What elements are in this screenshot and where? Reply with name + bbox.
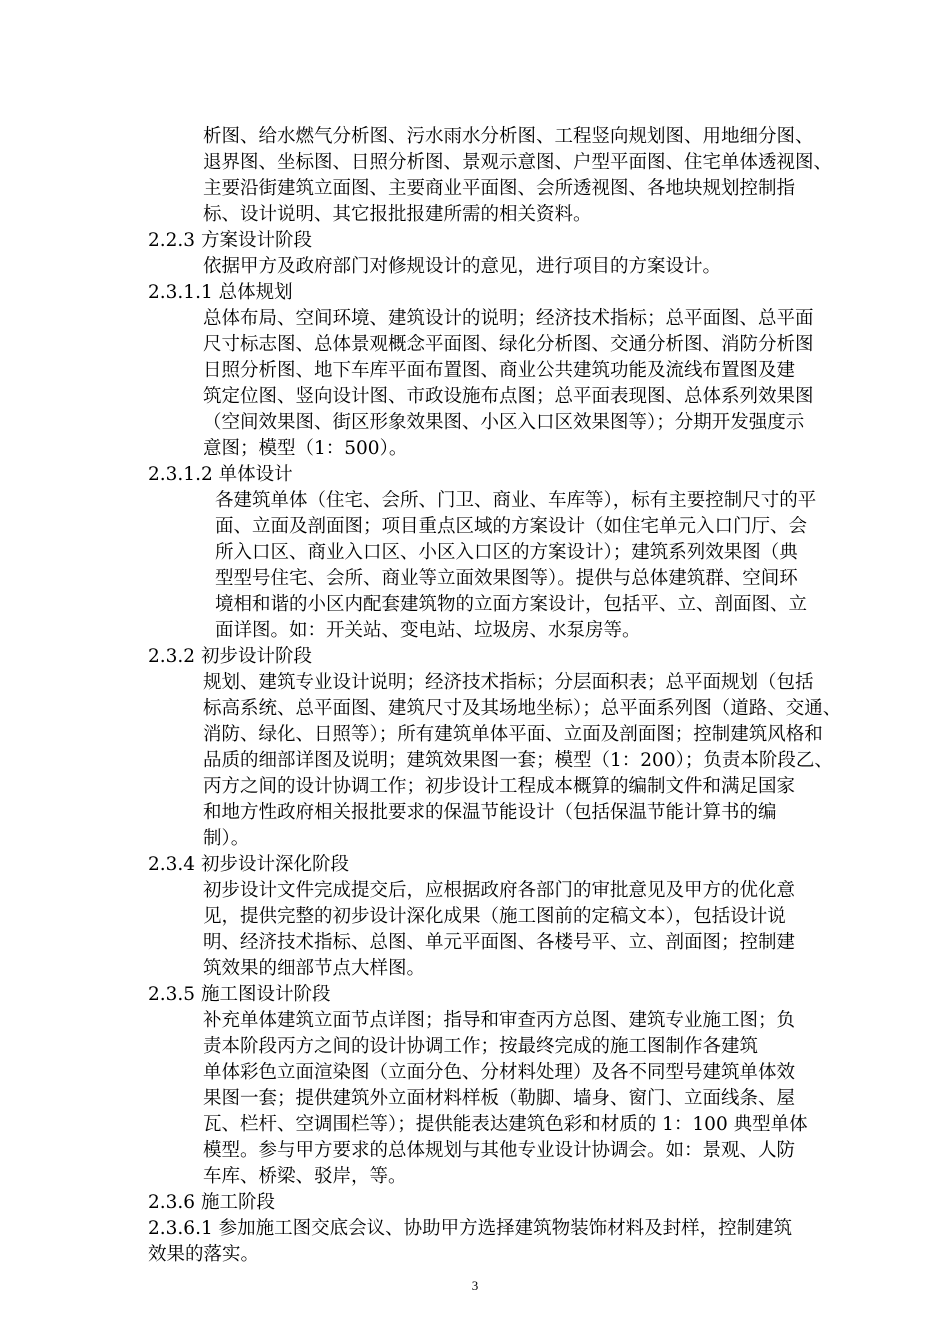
text-line: 模型。参与甲方要求的总体规划与其他专业设计协调会。如：景观、人防 bbox=[203, 1140, 796, 1161]
section-heading: 2.3.1.2 单体设计 bbox=[148, 464, 293, 485]
text-line: 单体彩色立面渲染图（立面分色、分材料处理）及各不同型号建筑单体效 bbox=[203, 1062, 796, 1083]
text-line: （空间效果图、街区形象效果图、小区入口区效果图等）；分期开发强度示 bbox=[203, 412, 805, 433]
text-line: 果图一套；提供建筑外立面材料样板（勒脚、墙身、窗门、立面线条、屋 bbox=[203, 1088, 796, 1109]
text-line: 明、经济技术指标、总图、单元平面图、各楼号平、立、剖面图；控制建 bbox=[203, 932, 796, 953]
text-line: 型型号住宅、会所、商业等立面效果图等）。提供与总体建筑群、空间环 bbox=[215, 568, 798, 589]
text-line: 责本阶段丙方之间的设计协调工作；按最终完成的施工图制作各建筑 bbox=[203, 1036, 759, 1057]
text-line: 尺寸标志图、总体景观概念平面图、绿化分析图、交通分析图、消防分析图 bbox=[203, 334, 814, 355]
text-line: 意图；模型（1：500）。 bbox=[203, 438, 408, 459]
text-line: 效果的落实。 bbox=[148, 1244, 260, 1265]
text-line: 规划、建筑专业设计说明；经济技术指标；分层面积表；总平面规划（包括 bbox=[203, 672, 814, 693]
text-line: 和地方性政府相关报批要求的保温节能设计（包括保温节能计算书的编 bbox=[203, 802, 777, 823]
text-line: 补充单体建筑立面节点详图；指导和审查丙方总图、建筑专业施工图；负 bbox=[203, 1010, 796, 1031]
section-heading: 2.3.2 初步设计阶段 bbox=[148, 646, 312, 667]
text-line: 消防、绿化、日照等）；所有建筑单体平面、立面及剖面图；控制建筑风格和 bbox=[203, 724, 823, 745]
text-line: 退界图、坐标图、日照分析图、景观示意图、户型平面图、住宅单体透视图、 bbox=[203, 152, 833, 173]
text-line: 标高系统、总平面图、建筑尺寸及其场地坐标）；总平面系列图（道路、交通、 bbox=[203, 698, 842, 719]
text-line: 日照分析图、地下车库平面布置图、商业公共建筑功能及流线布置图及建 bbox=[203, 360, 796, 381]
text-line: 各建筑单体（住宅、会所、门卫、商业、车库等），标有主要控制尺寸的平 bbox=[215, 490, 817, 511]
text-line: 丙方之间的设计协调工作；初步设计工程成本概算的编制文件和满足国家 bbox=[203, 776, 796, 797]
text-line: 瓦、栏杆、空调围栏等）；提供能表达建筑色彩和材质的 1：100 典型单体 bbox=[203, 1114, 808, 1135]
text-line: 车库、桥梁、驳岸，等。 bbox=[203, 1166, 407, 1187]
text-line: 初步设计文件完成提交后，应根据政府各部门的审批意见及甲方的优化意 bbox=[203, 880, 796, 901]
text-line: 制）。 bbox=[203, 828, 250, 849]
text-line: 依据甲方及政府部门对修规设计的意见，进行项目的方案设计。 bbox=[203, 256, 722, 277]
text-line: 主要沿街建筑立面图、主要商业平面图、会所透视图、各地块规划控制指 bbox=[203, 178, 796, 199]
text-line: 筑效果的细部节点大样图。 bbox=[203, 958, 426, 979]
text-line: 品质的细部详图及说明；建筑效果图一套；模型（1：200）；负责本阶段乙、 bbox=[203, 750, 833, 771]
text-line: 析图、给水燃气分析图、污水雨水分析图、工程竖向规划图、用地细分图、 bbox=[203, 126, 814, 147]
text-line: 标、设计说明、其它报批报建所需的相关资料。 bbox=[203, 204, 592, 225]
text-line: 2.3.6.1 参加施工图交底会议、协助甲方选择建筑物装饰材料及封样，控制建筑 bbox=[148, 1218, 793, 1239]
text-line: 境相和谐的小区内配套建筑物的立面方案设计，包括平、立、剖面图、立 bbox=[215, 594, 808, 615]
text-line: 总体布局、空间环境、建筑设计的说明；经济技术指标；总平面图、总平面 bbox=[203, 308, 814, 329]
section-heading: 2.3.1.1 总体规划 bbox=[148, 282, 293, 303]
text-line: 面详图。如：开关站、变电站、垃圾房、水泵房等。 bbox=[215, 620, 641, 641]
text-line: 见，提供完整的初步设计深化成果（施工图前的定稿文本），包括设计说 bbox=[203, 906, 786, 927]
section-heading: 2.3.4 初步设计深化阶段 bbox=[148, 854, 349, 875]
section-heading: 2.3.6 施工阶段 bbox=[148, 1192, 275, 1213]
text-line: 所入口区、商业入口区、小区入口区的方案设计）；建筑系列效果图（典 bbox=[215, 542, 798, 563]
text-line: 面、立面及剖面图；项目重点区域的方案设计（如住宅单元入口门厅、会 bbox=[215, 516, 808, 537]
section-heading: 2.2.3 方案设计阶段 bbox=[148, 230, 312, 251]
text-line: 筑定位图、竖向设计图、市政设施布点图；总平面表现图、总体系列效果图 bbox=[203, 386, 814, 407]
section-heading: 2.3.5 施工图设计阶段 bbox=[148, 984, 331, 1005]
page-number: 3 bbox=[471, 1278, 479, 1293]
